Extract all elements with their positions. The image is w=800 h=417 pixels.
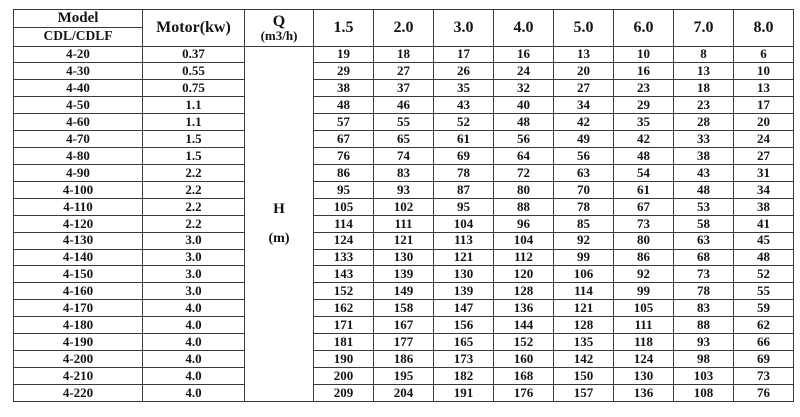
table-row [14, 215, 794, 232]
head-value-cell: 73 [614, 215, 674, 232]
head-value-cell: 73 [734, 368, 794, 385]
table-row [14, 351, 794, 368]
head-value-cell: 34 [734, 181, 794, 198]
head-value-cell: 67 [314, 131, 374, 148]
head-value-cell: 38 [314, 80, 374, 97]
head-value-cell: 190 [314, 351, 374, 368]
head-value-cell: 37 [374, 80, 434, 97]
model-cell: 4-180 [14, 317, 143, 334]
head-value-cell: 17 [434, 46, 494, 63]
head-value-cell: 58 [674, 215, 734, 232]
motor-header: Motor(kw) [143, 10, 245, 47]
head-value-cell: 106 [554, 266, 614, 283]
head-value-cell: 120 [494, 266, 554, 283]
head-value-cell: 41 [734, 215, 794, 232]
head-value-cell: 38 [734, 198, 794, 215]
head-value-cell: 173 [434, 351, 494, 368]
head-value-cell: 171 [314, 317, 374, 334]
head-value-cell: 96 [494, 215, 554, 232]
model-cell: 4-90 [14, 164, 143, 181]
head-value-cell: 57 [314, 114, 374, 131]
head-value-cell: 48 [614, 148, 674, 165]
flow-rate-header: 8.0 [734, 10, 794, 47]
head-value-cell: 121 [374, 232, 434, 249]
flow-rate-header: 6.0 [614, 10, 674, 47]
head-value-cell: 76 [314, 148, 374, 165]
head-value-cell: 139 [374, 266, 434, 283]
model-cell: 4-70 [14, 131, 143, 148]
head-value-cell: 143 [314, 266, 374, 283]
table-row [14, 334, 794, 351]
motor-kw-cell: 0.75 [143, 80, 245, 97]
head-value-cell: 92 [554, 232, 614, 249]
motor-kw-cell: 3.0 [143, 283, 245, 300]
header-row-1 [14, 10, 794, 28]
table-row [14, 114, 794, 131]
head-value-cell: 128 [554, 317, 614, 334]
head-value-cell: 6 [734, 46, 794, 63]
model-cell: 4-100 [14, 181, 143, 198]
head-value-cell: 18 [674, 80, 734, 97]
head-value-cell: 78 [554, 198, 614, 215]
head-value-cell: 23 [614, 80, 674, 97]
model-cell: 4-110 [14, 198, 143, 215]
head-value-cell: 136 [614, 384, 674, 401]
motor-kw-cell: 2.2 [143, 181, 245, 198]
head-value-cell: 56 [494, 131, 554, 148]
head-value-cell: 135 [554, 334, 614, 351]
table-row [14, 181, 794, 198]
head-value-cell: 10 [734, 63, 794, 80]
model-cell: 4-50 [14, 97, 143, 114]
table-row [14, 249, 794, 266]
model-cell: 4-170 [14, 300, 143, 317]
head-value-cell: 49 [554, 131, 614, 148]
table-row [14, 232, 794, 249]
head-value-cell: 70 [554, 181, 614, 198]
head-value-cell: 80 [614, 232, 674, 249]
head-value-cell: 45 [734, 232, 794, 249]
model-cell: 4-210 [14, 368, 143, 385]
head-value-cell: 103 [674, 368, 734, 385]
head-value-cell: 72 [494, 164, 554, 181]
head-value-cell: 121 [434, 249, 494, 266]
head-symbol: H [273, 200, 285, 217]
head-unit: (m) [268, 231, 290, 247]
model-cell: 4-30 [14, 63, 143, 80]
motor-kw-cell: 2.2 [143, 164, 245, 181]
flow-rate-header: 1.5 [314, 10, 374, 47]
head-value-cell: 69 [734, 351, 794, 368]
flow-rate-header: 4.0 [494, 10, 554, 47]
table-header [14, 10, 794, 47]
table-row [14, 148, 794, 165]
head-value-cell: 73 [674, 266, 734, 283]
table-row [14, 384, 794, 401]
motor-kw-cell: 4.0 [143, 384, 245, 401]
head-value-cell: 157 [554, 384, 614, 401]
head-value-cell: 20 [554, 63, 614, 80]
head-value-cell: 83 [374, 164, 434, 181]
head-value-cell: 177 [374, 334, 434, 351]
head-value-cell: 130 [614, 368, 674, 385]
head-value-cell: 200 [314, 368, 374, 385]
head-value-cell: 88 [674, 317, 734, 334]
model-cell: 4-120 [14, 215, 143, 232]
head-value-cell: 124 [314, 232, 374, 249]
head-value-cell: 150 [554, 368, 614, 385]
head-value-cell: 136 [494, 300, 554, 317]
head-value-cell: 83 [674, 300, 734, 317]
table-row [14, 283, 794, 300]
head-value-cell: 55 [734, 283, 794, 300]
head-value-cell: 43 [434, 97, 494, 114]
model-cell: 4-150 [14, 266, 143, 283]
head-value-cell: 33 [674, 131, 734, 148]
head-value-cell: 209 [314, 384, 374, 401]
head-value-cell: 43 [674, 164, 734, 181]
model-cell: 4-160 [14, 283, 143, 300]
head-value-cell: 111 [374, 215, 434, 232]
head-value-cell: 130 [434, 266, 494, 283]
head-value-cell: 65 [374, 131, 434, 148]
head-value-cell: 105 [314, 198, 374, 215]
model-cell: 4-220 [14, 384, 143, 401]
motor-kw-cell: 4.0 [143, 351, 245, 368]
head-value-cell: 144 [494, 317, 554, 334]
head-value-cell: 8 [674, 46, 734, 63]
head-value-cell: 48 [494, 114, 554, 131]
head-value-cell: 35 [614, 114, 674, 131]
head-value-cell: 27 [374, 63, 434, 80]
head-value-cell: 61 [614, 181, 674, 198]
head-value-cell: 168 [494, 368, 554, 385]
motor-kw-cell: 1.5 [143, 131, 245, 148]
head-value-cell: 61 [434, 131, 494, 148]
head-value-cell: 118 [614, 334, 674, 351]
head-value-cell: 133 [314, 249, 374, 266]
head-value-cell: 191 [434, 384, 494, 401]
head-value-cell: 20 [734, 114, 794, 131]
flow-rate-header: 7.0 [674, 10, 734, 47]
table-row [14, 317, 794, 334]
head-value-cell: 56 [554, 148, 614, 165]
head-value-cell: 64 [494, 148, 554, 165]
table-body [14, 46, 794, 402]
table-row [14, 266, 794, 283]
head-value-cell: 74 [374, 148, 434, 165]
head-value-cell: 63 [554, 164, 614, 181]
head-value-cell: 156 [434, 317, 494, 334]
head-value-cell: 78 [434, 164, 494, 181]
head-value-cell: 86 [614, 249, 674, 266]
head-value-cell: 142 [554, 351, 614, 368]
model-series-header: CDL/CDLF [14, 27, 143, 46]
head-value-cell: 111 [614, 317, 674, 334]
table-row [14, 46, 794, 63]
head-value-cell: 92 [614, 266, 674, 283]
model-cell: 4-200 [14, 351, 143, 368]
motor-kw-cell: 3.0 [143, 249, 245, 266]
head-value-cell: 29 [314, 63, 374, 80]
motor-kw-cell: 0.37 [143, 46, 245, 63]
model-cell: 4-20 [14, 46, 143, 63]
head-value-cell: 63 [674, 232, 734, 249]
head-value-cell: 10 [614, 46, 674, 63]
pump-spec-table [13, 9, 794, 402]
head-value-cell: 99 [554, 249, 614, 266]
head-unit-cell [245, 46, 314, 402]
model-header: Model [14, 10, 143, 28]
head-value-cell: 54 [614, 164, 674, 181]
table-row [14, 63, 794, 80]
head-value-cell: 52 [734, 266, 794, 283]
head-value-cell: 86 [314, 164, 374, 181]
q-unit: (m3/h) [260, 27, 298, 43]
table-row [14, 164, 794, 181]
head-value-cell: 48 [734, 249, 794, 266]
head-value-cell: 55 [374, 114, 434, 131]
head-value-cell: 66 [734, 334, 794, 351]
head-value-cell: 69 [434, 148, 494, 165]
head-value-cell: 128 [494, 283, 554, 300]
motor-kw-cell: 1.1 [143, 97, 245, 114]
head-value-cell: 99 [614, 283, 674, 300]
head-value-cell: 28 [674, 114, 734, 131]
flow-q-header [245, 10, 314, 47]
head-value-cell: 102 [374, 198, 434, 215]
head-value-cell: 29 [614, 97, 674, 114]
head-value-cell: 167 [374, 317, 434, 334]
head-value-cell: 31 [734, 164, 794, 181]
head-value-cell: 104 [494, 232, 554, 249]
head-value-cell: 181 [314, 334, 374, 351]
head-value-cell: 27 [734, 148, 794, 165]
head-value-cell: 195 [374, 368, 434, 385]
table-row [14, 368, 794, 385]
head-value-cell: 113 [434, 232, 494, 249]
head-value-cell: 52 [434, 114, 494, 131]
head-value-cell: 112 [494, 249, 554, 266]
head-value-cell: 42 [614, 131, 674, 148]
head-value-cell: 23 [674, 97, 734, 114]
head-value-cell: 40 [494, 97, 554, 114]
head-value-cell: 48 [314, 97, 374, 114]
motor-kw-cell: 0.55 [143, 63, 245, 80]
head-value-cell: 186 [374, 351, 434, 368]
motor-kw-cell: 1.1 [143, 114, 245, 131]
head-value-cell: 124 [614, 351, 674, 368]
table-row [14, 198, 794, 215]
head-value-cell: 13 [554, 46, 614, 63]
head-value-cell: 147 [434, 300, 494, 317]
head-value-cell: 130 [374, 249, 434, 266]
head-value-cell: 176 [494, 384, 554, 401]
head-value-cell: 78 [674, 283, 734, 300]
head-value-cell: 59 [734, 300, 794, 317]
head-value-cell: 18 [374, 46, 434, 63]
motor-kw-cell: 3.0 [143, 266, 245, 283]
head-value-cell: 32 [494, 80, 554, 97]
head-value-cell: 204 [374, 384, 434, 401]
head-value-cell: 114 [314, 215, 374, 232]
head-value-cell: 62 [734, 317, 794, 334]
head-value-cell: 88 [494, 198, 554, 215]
head-value-cell: 34 [554, 97, 614, 114]
head-value-cell: 80 [494, 181, 554, 198]
head-value-cell: 139 [434, 283, 494, 300]
head-value-cell: 17 [734, 97, 794, 114]
head-value-cell: 149 [374, 283, 434, 300]
head-value-cell: 114 [554, 283, 614, 300]
head-value-cell: 152 [314, 283, 374, 300]
flow-rate-header: 5.0 [554, 10, 614, 47]
head-value-cell: 27 [554, 80, 614, 97]
head-value-cell: 24 [734, 131, 794, 148]
head-value-cell: 48 [674, 181, 734, 198]
motor-kw-cell: 4.0 [143, 317, 245, 334]
motor-kw-cell: 1.5 [143, 148, 245, 165]
head-value-cell: 16 [494, 46, 554, 63]
motor-kw-cell: 2.2 [143, 198, 245, 215]
model-cell: 4-80 [14, 148, 143, 165]
head-value-cell: 95 [314, 181, 374, 198]
head-value-cell: 121 [554, 300, 614, 317]
head-value-cell: 98 [674, 351, 734, 368]
head-value-cell: 53 [674, 198, 734, 215]
head-value-cell: 35 [434, 80, 494, 97]
head-value-cell: 95 [434, 198, 494, 215]
head-value-cell: 46 [374, 97, 434, 114]
head-value-cell: 165 [434, 334, 494, 351]
model-cell: 4-60 [14, 114, 143, 131]
head-value-cell: 152 [494, 334, 554, 351]
head-value-cell: 105 [614, 300, 674, 317]
table-row [14, 131, 794, 148]
table-row [14, 300, 794, 317]
table-row [14, 80, 794, 97]
motor-kw-cell: 4.0 [143, 300, 245, 317]
head-value-cell: 68 [674, 249, 734, 266]
motor-kw-cell: 4.0 [143, 368, 245, 385]
head-value-cell: 182 [434, 368, 494, 385]
head-value-cell: 67 [614, 198, 674, 215]
head-value-cell: 24 [494, 63, 554, 80]
motor-kw-cell: 4.0 [143, 334, 245, 351]
flow-rate-header: 3.0 [434, 10, 494, 47]
head-value-cell: 158 [374, 300, 434, 317]
head-value-cell: 85 [554, 215, 614, 232]
head-value-cell: 104 [434, 215, 494, 232]
head-value-cell: 38 [674, 148, 734, 165]
model-cell: 4-140 [14, 249, 143, 266]
table-row [14, 97, 794, 114]
head-value-cell: 16 [614, 63, 674, 80]
head-value-cell: 13 [734, 80, 794, 97]
model-cell: 4-130 [14, 232, 143, 249]
head-value-cell: 13 [674, 63, 734, 80]
model-cell: 4-40 [14, 80, 143, 97]
flow-rate-header: 2.0 [374, 10, 434, 47]
head-value-cell: 19 [314, 46, 374, 63]
motor-kw-cell: 2.2 [143, 215, 245, 232]
motor-kw-cell: 3.0 [143, 232, 245, 249]
head-value-cell: 160 [494, 351, 554, 368]
head-value-cell: 26 [434, 63, 494, 80]
q-symbol: Q [272, 12, 286, 30]
model-cell: 4-190 [14, 334, 143, 351]
head-value-cell: 162 [314, 300, 374, 317]
head-value-cell: 87 [434, 181, 494, 198]
head-value-cell: 76 [734, 384, 794, 401]
head-value-cell: 93 [674, 334, 734, 351]
head-value-cell: 93 [374, 181, 434, 198]
head-value-cell: 42 [554, 114, 614, 131]
head-value-cell: 108 [674, 384, 734, 401]
